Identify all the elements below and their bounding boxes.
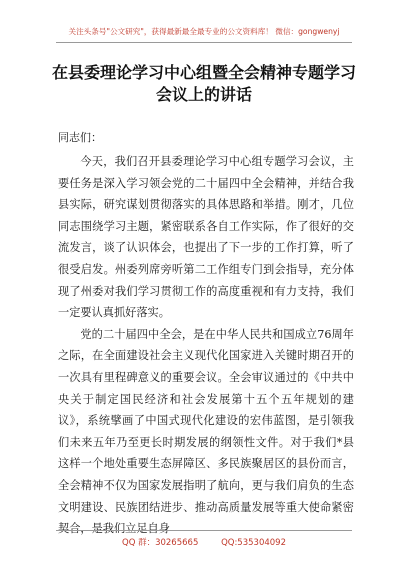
- body-paragraph: 今天，我们召开县委理论学习中心组专题学习会议，主要任务是深入学习领会党的二十届四中全会精神，并结合我县实际，研究谋划贯彻落实的具体思路和举措。刚才，几位同志围绕学习主题，紧密联系各自工作实际，作了很好的交流发言，谈了认识体会，也提出了下一步的工作打算，听了很受启发。州委列席旁听第二工作组专门到会指导，充分体现了州委对我们学习贯彻工作的高度重视和有力支持，我们一定要认真抓好落实。: [58, 155, 354, 320]
- body-paragraph: 党的二十届四中全会，是在中华人民共和国成立76周年之际，在全面建设社会主义现代化国家进入关键时期召开的一次具有里程碑意义的重要会议。全会审议通过的《中共中央关于制定国民经济和社会发展第十五个五年规划的建议》，系统擘画了中国式现代化建设的宏伟蓝图，是引领我们未来五年乃至更长时期发展的纲领性文件。对于我们*县这样一个地处重要生态屏障区、多民族聚居区的县份而言，全会精神不仅为国家发展指明了航向，更与我们肩负的生态文明建设、民族团结进步、推动高质量发展等重大使命紧密契合，是我们立足自身: [58, 327, 354, 536]
- header-divider: [56, 42, 352, 43]
- document-body: [58, 151, 354, 540]
- salutation: 同志们：: [58, 131, 102, 144]
- footer-contact: [40, 536, 368, 548]
- document-title: 在县委理论学习中心组暨全会精神专题学习会议上的讲话: [52, 63, 357, 104]
- footer-qq-group: QQ 群：30265665: [122, 538, 199, 548]
- footer-divider: [56, 530, 352, 531]
- footer-qq-contact: QQ:535304092: [221, 538, 286, 548]
- header-banner: 关注头条号"公文研究"，获得最新最全最专业的公文资料库！ 微信：gongwenyj: [68, 27, 340, 36]
